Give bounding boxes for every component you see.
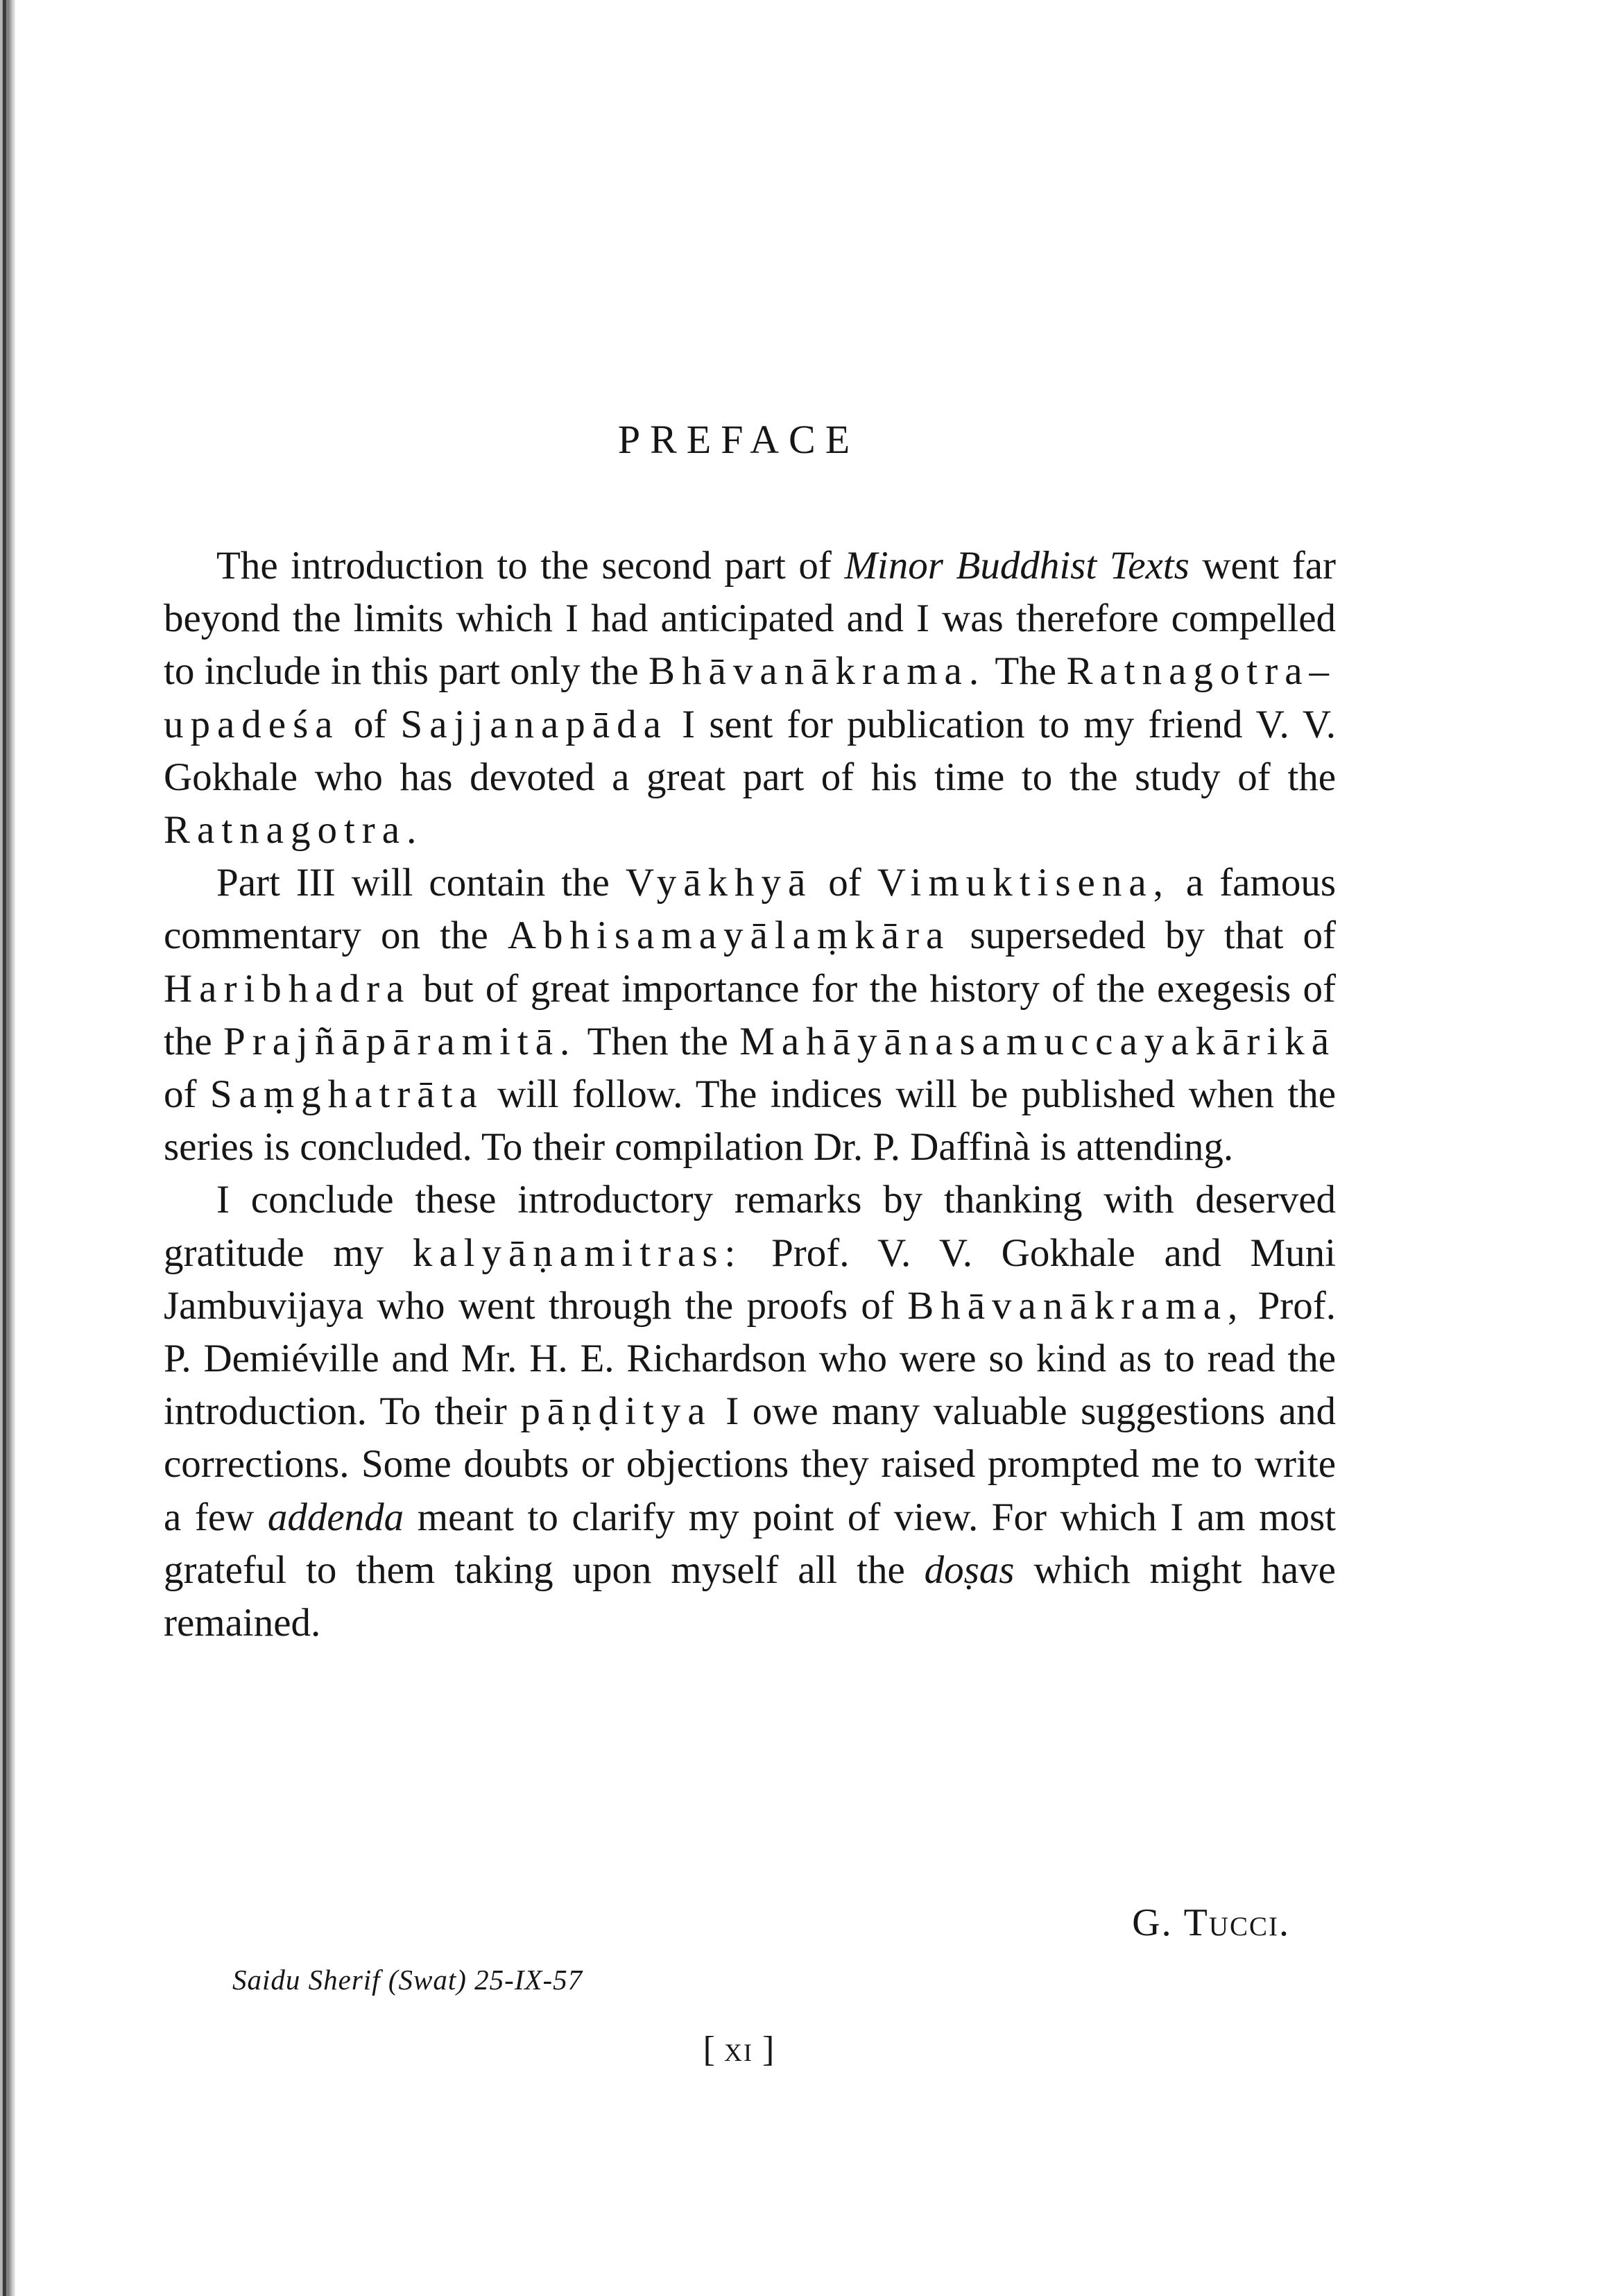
page-number-close-bracket: ] — [762, 2030, 775, 2069]
paragraph-text: meant to clarify my point of view. For which I am most grateful to them taking upon myself all the — [164, 1495, 1336, 1592]
signature-surname: Tucci. — [1183, 1901, 1290, 1944]
paragraph-text: but of great importance for the history of the exegesis of the — [164, 966, 1336, 1063]
paragraph-text: of — [164, 1072, 210, 1117]
page-number — [0, 2029, 1477, 2070]
preface-body — [164, 540, 1336, 1650]
spaced-sanskrit-term: pāṇḍitya — [520, 1389, 712, 1434]
spaced-sanskrit-term: Ratnagotra. — [164, 808, 424, 853]
paragraph-text: of — [812, 861, 877, 905]
paragraph-text: Part III will contain the — [216, 861, 626, 905]
spaced-sanskrit-term: Bhāvanākrama, — [907, 1283, 1245, 1328]
paragraph-text: Prof. P. Demiéville and Mr. H. E. Richardson who were so kind as to read the introduction. To their — [164, 1283, 1336, 1434]
paragraph-text: superseded by that of — [950, 914, 1336, 958]
signature-initial: G. — [1132, 1901, 1173, 1944]
author-signature — [1132, 1901, 1290, 1945]
spaced-sanskrit-term: Saṃghatrāta — [209, 1072, 484, 1117]
preface-paragraph — [164, 540, 1336, 857]
paragraph-text: I owe many valuable suggestions and corrections. Some doubts or objections they raised prompted me to write a few — [164, 1389, 1336, 1539]
spaced-sanskrit-term: Bhāvanākrama. — [649, 649, 986, 694]
page-title: PREFACE — [617, 417, 860, 462]
italic-title-text: doṣas — [924, 1548, 1015, 1592]
spaced-sanskrit-term: Abhisamayālaṃkāra — [507, 914, 951, 958]
spaced-sanskrit-term: Mahāyānasamuccayakārikā — [739, 1019, 1336, 1063]
spaced-sanskrit-term: Vyākhyā — [625, 861, 813, 905]
spaced-sanskrit-term: Sajjanapāda — [400, 702, 668, 746]
paragraph-text: Prof. V. V. Gokhale and Muni Jambuvijaya who went through the proofs of — [164, 1231, 1336, 1328]
paragraph-text: went far beyond the limits which I had anticipated and I was therefore compelled to include in this part only the — [164, 544, 1336, 694]
paragraph-text: I sent for publication to my friend V. V. Gokhale who has devoted a great part of his time to the study of the — [164, 702, 1336, 799]
page-number-open-bracket: [ — [703, 2030, 715, 2069]
italic-title-text: addenda — [267, 1495, 404, 1539]
preface-paragraph — [164, 857, 1336, 1174]
spaced-sanskrit-term: Ratnagotra–upadeśa — [164, 649, 1337, 746]
preface-paragraph — [164, 1174, 1336, 1650]
italic-title-text: Minor Buddhist Texts — [844, 544, 1190, 588]
spaced-sanskrit-term: Vimuktisena, — [877, 861, 1170, 905]
paragraph-text: a famous commentary on the — [164, 861, 1337, 958]
paragraph-text: The introduction to the second part of — [216, 544, 845, 588]
paragraph-text: which might have remained. — [164, 1548, 1336, 1645]
spaced-sanskrit-term: Haribhadra — [164, 966, 411, 1011]
paragraph-text: will follow. The indices will be published when the series is concluded. To their compilation Dr. P. Daffinà is attending. — [164, 1072, 1337, 1170]
paragraph-text: of — [339, 702, 401, 746]
paragraph-text: I conclude these introductory remarks by thanking with deserved gratitude my — [164, 1178, 1336, 1275]
spaced-sanskrit-term: kalyāṇamitras: — [412, 1231, 743, 1275]
place-and-date: Saidu Sherif (Swat) 25-IX-57 — [232, 1964, 583, 1996]
paragraph-text: The — [986, 649, 1067, 694]
page-binding-shadow — [3, 0, 6, 2296]
spaced-sanskrit-term: Prajñāpāramitā. — [223, 1019, 577, 1063]
page-number-roman: xi — [724, 2030, 753, 2069]
paragraph-text: Then the — [576, 1019, 740, 1063]
